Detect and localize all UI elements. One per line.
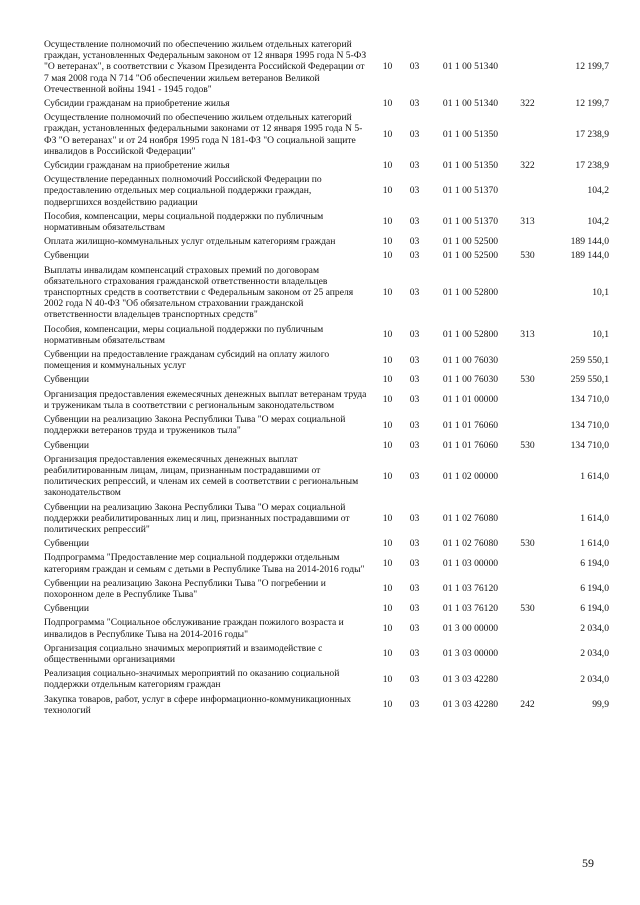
budget-table: [44, 38, 609, 718]
row-section-code: 10: [382, 439, 393, 451]
row-name: Субвенции на предоставление гражданам субсидий на оплату жилого помещения и коммунальных услуг: [44, 349, 330, 372]
row-expense-type-code: 530: [520, 250, 535, 262]
row-subsection-code: 03: [409, 129, 420, 141]
row-expense-type-code: [514, 453, 541, 501]
row-name: Субвенции на реализацию Закона Республики Тыва "О мерах социальной поддержки ветеранов труда и тружеников тыла": [44, 414, 346, 437]
row-name: Организация предоставления ежемесячных денежных выплат реабилитированным лицам, лицам, признанным пострадавшими от политических репрессий, и членам их семей в соответствии с региональным законодательством: [44, 453, 359, 499]
row-target-code: 01 1 02 76080: [442, 538, 499, 550]
row-target-code: 01 1 03 76120: [442, 583, 499, 595]
table-row: [44, 323, 609, 348]
row-subsection-code: 03: [409, 394, 420, 406]
row-expense-type-code: [514, 642, 541, 667]
row-name: Пособия, компенсации, меры социальной поддержки по публичным нормативным обязательствам: [44, 323, 324, 346]
budget-table-body: [44, 38, 609, 718]
table-row: [44, 602, 609, 616]
table-row: [44, 173, 609, 210]
row-subsection-code: 03: [409, 470, 420, 482]
row-expense-type-code: [514, 173, 541, 210]
row-section-code: 10: [382, 512, 393, 524]
table-row: [44, 348, 609, 373]
row-section-code: 10: [382, 673, 393, 685]
row-amount: 1 614,0: [580, 538, 609, 550]
table-row: [44, 111, 609, 159]
table-row: [44, 413, 609, 438]
row-expense-type-code: 530: [520, 439, 535, 451]
row-subsection-code: 03: [409, 287, 420, 299]
row-name: Выплаты инвалидам компенсаций страховых премий по договорам обязательного страхования гражданской ответственности владельцев транспортных средств в соответствии с Федеральным законом от 25 апреля 2002 года N 40-ФЗ "Об обязательном страховании гражданской ответственности владельцев транспортных средств": [44, 264, 354, 321]
row-amount: 12 199,7: [575, 61, 609, 73]
row-name: Осуществление полномочий по обеспечению жильем отдельных категорий граждан, установленных Федеральным законом от 12 января 1995 года N 5-ФЗ "О ветеранах", в соответствии с Указом Президента Российской Федерации от 7 мая 2008 года N 714 "Об обеспечении жильем ветеранов Великой Отечественной войны 1941 - 1945 годов": [44, 39, 367, 95]
row-section-code: 10: [382, 98, 393, 110]
row-expense-type-code: [514, 577, 541, 602]
row-expense-type-code: 313: [520, 216, 535, 228]
row-target-code: 01 1 00 76030: [442, 374, 499, 386]
row-amount: 17 238,9: [575, 129, 609, 141]
row-section-code: 10: [382, 557, 393, 569]
row-subsection-code: 03: [409, 329, 420, 341]
row-subsection-code: 03: [409, 98, 420, 110]
row-expense-type-code: 242: [520, 699, 535, 711]
table-row: [44, 693, 609, 718]
row-section-code: 10: [382, 160, 393, 172]
table-row: [44, 249, 609, 263]
row-target-code: 01 1 02 00000: [442, 470, 499, 482]
row-section-code: 10: [382, 185, 393, 197]
row-target-code: 01 1 00 51350: [442, 160, 499, 172]
row-target-code: 01 1 00 52800: [442, 329, 499, 341]
row-subsection-code: 03: [409, 374, 420, 386]
row-section-code: 10: [382, 419, 393, 431]
row-target-code: 01 1 00 51340: [442, 61, 499, 73]
row-amount: 189 144,0: [570, 250, 609, 262]
row-amount: 259 550,1: [570, 374, 609, 386]
row-name: Подпрограмма "Социальное обслуживание граждан пожилого возраста и инвалидов в Республике Тыва на 2014-2016 годы": [44, 617, 344, 640]
row-subsection-code: 03: [409, 419, 420, 431]
row-name: Субсидии гражданам на приобретение жилья: [44, 98, 230, 110]
row-subsection-code: 03: [409, 216, 420, 228]
row-section-code: 10: [382, 61, 393, 73]
row-expense-type-code: 322: [520, 160, 535, 172]
row-name: Закупка товаров, работ, услуг в сфере информационно-коммуникационных технологий: [44, 693, 352, 716]
row-section-code: 10: [382, 250, 393, 262]
row-amount: 6 194,0: [580, 557, 609, 569]
row-target-code: 01 3 03 42280: [442, 699, 499, 711]
row-amount: 259 550,1: [570, 354, 609, 366]
row-expense-type-code: [514, 501, 541, 538]
table-row: [44, 616, 609, 641]
row-target-code: 01 1 00 76030: [442, 354, 499, 366]
row-section-code: 10: [382, 129, 393, 141]
table-row: [44, 453, 609, 501]
row-subsection-code: 03: [409, 583, 420, 595]
row-name: Реализация социально-значимых мероприятий по оказанию социальной поддержки отдельным категориям граждан: [44, 668, 340, 691]
table-row: [44, 373, 609, 387]
row-target-code: 01 1 01 76060: [442, 419, 499, 431]
row-target-code: 01 1 03 76120: [442, 603, 499, 615]
row-section-code: 10: [382, 287, 393, 299]
table-row: [44, 642, 609, 667]
row-amount: 134 710,0: [570, 419, 609, 431]
row-section-code: 10: [382, 603, 393, 615]
row-subsection-code: 03: [409, 61, 420, 73]
row-name: Подпрограмма "Предоставление мер социальной поддержки отдельным категориям граждан и семьям с детьми в Республике Тыва на 2014-2016 годы": [44, 552, 365, 575]
row-target-code: 01 1 00 51350: [442, 129, 499, 141]
row-section-code: 10: [382, 374, 393, 386]
row-expense-type-code: [514, 388, 541, 413]
row-subsection-code: 03: [409, 236, 420, 248]
row-expense-type-code: [514, 111, 541, 159]
row-subsection-code: 03: [409, 603, 420, 615]
row-amount: 2 034,0: [580, 648, 609, 660]
row-target-code: 01 3 00 00000: [442, 622, 499, 634]
page-number: 59: [582, 856, 594, 870]
table-row: [44, 388, 609, 413]
table-row: [44, 159, 609, 173]
row-expense-type-code: 530: [520, 538, 535, 550]
row-subsection-code: 03: [409, 185, 420, 197]
row-section-code: 10: [382, 538, 393, 550]
row-amount: 12 199,7: [575, 98, 609, 110]
row-expense-type-code: 322: [520, 98, 535, 110]
row-subsection-code: 03: [409, 557, 420, 569]
table-row: [44, 537, 609, 551]
table-row: [44, 235, 609, 249]
row-target-code: 01 1 00 51370: [442, 216, 499, 228]
row-subsection-code: 03: [409, 439, 420, 451]
row-name: Субсидии гражданам на приобретение жилья: [44, 160, 230, 172]
row-target-code: 01 1 01 76060: [442, 439, 499, 451]
row-name: Субвенции: [44, 538, 89, 550]
table-row: [44, 501, 609, 538]
row-subsection-code: 03: [409, 622, 420, 634]
row-expense-type-code: [514, 348, 541, 373]
table-row: [44, 264, 609, 323]
row-name: Организация предоставления ежемесячных денежных выплат ветеранам труда и труженикам тыла в соответствии с региональным законодательством: [44, 388, 367, 411]
row-amount: 6 194,0: [580, 583, 609, 595]
row-section-code: 10: [382, 236, 393, 248]
row-target-code: 01 1 00 52800: [442, 287, 499, 299]
row-amount: 6 194,0: [580, 603, 609, 615]
row-section-code: 10: [382, 622, 393, 634]
row-expense-type-code: [514, 413, 541, 438]
table-row: [44, 551, 609, 576]
row-expense-type-code: [514, 264, 541, 323]
row-target-code: 01 1 02 76080: [442, 512, 499, 524]
row-amount: 189 144,0: [570, 236, 609, 248]
row-amount: 104,2: [587, 216, 609, 228]
table-row: [44, 577, 609, 602]
row-expense-type-code: [514, 616, 541, 641]
row-name: Субвенции: [44, 439, 89, 451]
row-subsection-code: 03: [409, 354, 420, 366]
table-row: [44, 667, 609, 692]
row-expense-type-code: [514, 38, 541, 97]
row-section-code: 10: [382, 648, 393, 660]
row-section-code: 10: [382, 354, 393, 366]
row-target-code: 01 1 00 52500: [442, 236, 499, 248]
row-amount: 134 710,0: [570, 439, 609, 451]
row-subsection-code: 03: [409, 160, 420, 172]
row-subsection-code: 03: [409, 538, 420, 550]
table-row: [44, 38, 609, 97]
row-name: Субвенции на реализацию Закона Республики Тыва "О мерах социальной поддержки реабилитированных лиц и лиц, признанных пострадавшими от политических репрессий": [44, 501, 350, 535]
row-name: Субвенции: [44, 374, 89, 386]
row-subsection-code: 03: [409, 250, 420, 262]
row-expense-type-code: 530: [520, 374, 535, 386]
row-amount: 10,1: [592, 329, 609, 341]
row-name: Осуществление полномочий по обеспечению жильем отдельных категорий граждан, установленных федеральными законами от 12 января 1995 года N 5-ФЗ "О ветеранах" и от 24 ноября 1995 года N 181-ФЗ "О социальной защите инвалидов в Российской Федерации": [44, 112, 363, 157]
row-expense-type-code: [514, 551, 541, 576]
row-target-code: 01 1 03 00000: [442, 557, 499, 569]
row-target-code: 01 1 01 00000: [442, 394, 499, 406]
row-section-code: 10: [382, 216, 393, 228]
row-subsection-code: 03: [409, 512, 420, 524]
row-amount: 99,9: [592, 699, 609, 711]
row-section-code: 10: [382, 329, 393, 341]
row-name: Субвенции на реализацию Закона Республики Тыва "О погребении и похоронном деле в Республике Тыва": [44, 577, 326, 600]
row-expense-type-code: [514, 667, 541, 692]
row-amount: 1 614,0: [580, 512, 609, 524]
row-section-code: 10: [382, 470, 393, 482]
row-subsection-code: 03: [409, 699, 420, 711]
table-row: [44, 439, 609, 453]
table-row: [44, 210, 609, 235]
row-expense-type-code: 530: [520, 603, 535, 615]
row-name: Субвенции: [44, 250, 89, 262]
row-subsection-code: 03: [409, 648, 420, 660]
row-amount: 104,2: [587, 185, 609, 197]
row-subsection-code: 03: [409, 673, 420, 685]
row-target-code: 01 1 00 51340: [442, 98, 499, 110]
row-section-code: 10: [382, 394, 393, 406]
row-amount: 17 238,9: [575, 160, 609, 172]
row-target-code: 01 1 00 51370: [442, 185, 499, 197]
row-amount: 1 614,0: [580, 470, 609, 482]
row-name: Осуществление переданных полномочий Российской Федерации по предоставлению отдельных мер социальной поддержки граждан, подвергшихся воздействию радиации: [44, 174, 322, 208]
row-amount: 2 034,0: [580, 622, 609, 634]
row-section-code: 10: [382, 583, 393, 595]
row-section-code: 10: [382, 699, 393, 711]
row-name: Субвенции: [44, 603, 89, 615]
row-name: Пособия, компенсации, меры социальной поддержки по публичным нормативным обязательствам: [44, 210, 324, 234]
row-name: Оплата жилищно-коммунальных услуг отдельным категориям граждан: [44, 236, 336, 248]
row-name: Организация социально значимых мероприятий и взаимодействие с общественными организациями: [44, 642, 323, 665]
row-target-code: 01 1 00 52500: [442, 250, 499, 262]
row-amount: 134 710,0: [570, 394, 609, 406]
row-expense-type-code: 313: [520, 329, 535, 341]
row-amount: 2 034,0: [580, 673, 609, 685]
row-amount: 10,1: [592, 287, 609, 299]
row-expense-type-code: [514, 235, 541, 249]
row-target-code: 01 3 03 42280: [442, 673, 499, 685]
table-row: [44, 97, 609, 111]
row-target-code: 01 3 03 00000: [442, 648, 499, 660]
